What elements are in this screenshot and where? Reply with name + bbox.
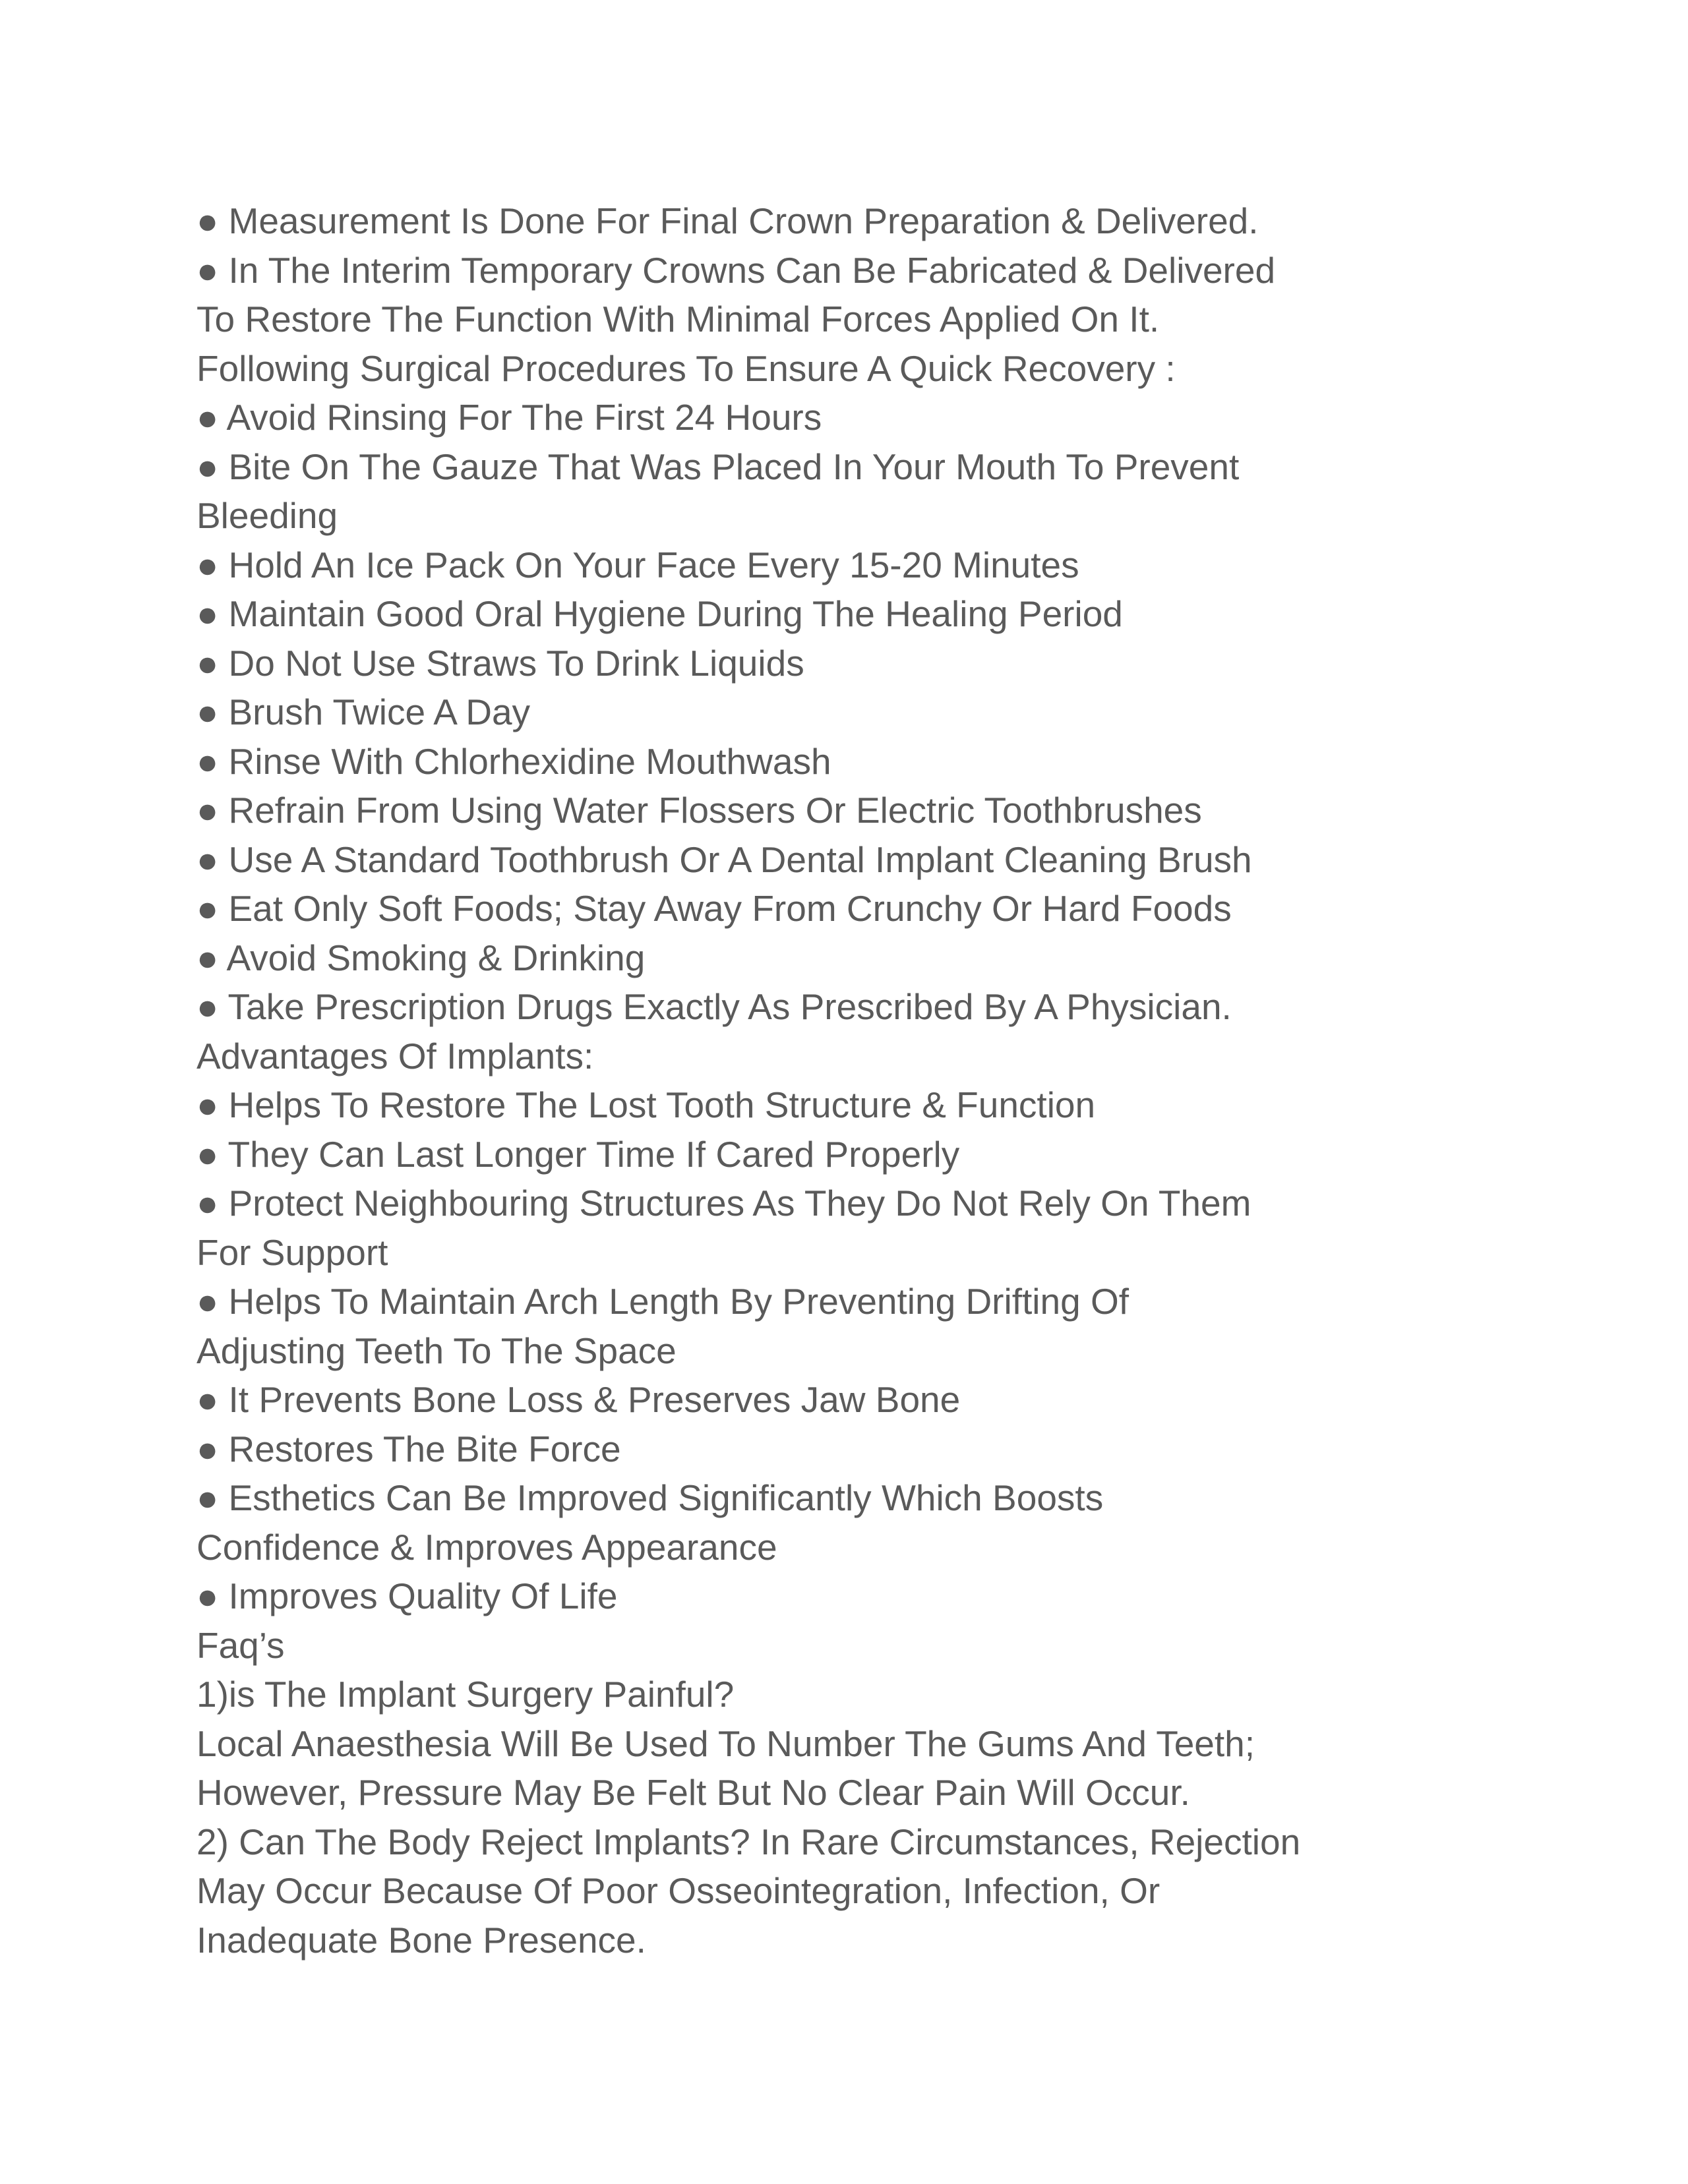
text-line: ● Restores The Bite Force [196,1428,621,1469]
faq-question-2: 2) Can The Body Reject Implants? In Rare Circumstances, Rejection [196,1821,1301,1862]
text-line: To Restore The Function With Minimal Forces Applied On It. [196,299,1160,339]
section-heading-advantages: Advantages Of Implants: [196,1035,594,1077]
section-heading-recovery: Following Surgical Procedures To Ensure A Quick Recovery : [196,347,1176,389]
faq-answer-2: Inadequate Bone Presence. [196,1919,646,1961]
text-line: Confidence & Improves Appearance [196,1526,777,1568]
faq-question-1: 1)is The Implant Surgery Painful? [196,1674,735,1715]
text-line: ● Esthetics Can Be Improved Significantly Which Boosts [196,1477,1104,1518]
text-line: Adjusting Teeth To The Space [196,1330,677,1371]
faq-answer-2: May Occur Because Of Poor Osseointegration, Infection, Or [196,1870,1160,1911]
text-line: ● Helps To Maintain Arch Length By Preventing Drifting Of [196,1281,1130,1322]
faq-answer-1: However, Pressure May Be Felt But No Clear Pain Will Occur. [196,1772,1190,1813]
text-line: ● In The Interim Temporary Crowns Can Be Fabricated & Delivered [196,249,1276,291]
faq-answer-1: Local Anaesthesia Will Be Used To Number The Gums And Teeth; [196,1723,1255,1764]
text-line: ● Improves Quality Of Life [196,1576,618,1616]
text-line: ● Hold An Ice Pack On Your Face Every 15-20 Minutes [196,544,1079,585]
text-line: Bleeding [196,495,338,536]
text-line: ● Avoid Rinsing For The First 24 Hours [196,397,822,438]
document-page [196,196,1489,1964]
text-line: ● It Prevents Bone Loss & Preserves Jaw Bone [196,1379,961,1420]
text-line: ● They Can Last Longer Time If Cared Properly [196,1133,960,1175]
text-line: ● Avoid Smoking & Drinking [196,937,646,978]
text-line: ● Do Not Use Straws To Drink Liquids [196,642,804,684]
text-line: ● Take Prescription Drugs Exactly As Prescribed By A Physician. [196,986,1232,1027]
text-line: ● Refrain From Using Water Flossers Or Electric Toothbrushes [196,790,1202,831]
text-line: ● Eat Only Soft Foods; Stay Away From Crunchy Or Hard Foods [196,888,1232,929]
text-line: ● Rinse With Chlorhexidine Mouthwash [196,740,831,782]
section-heading-faq: Faq’s [196,1624,285,1666]
text-line: For Support [196,1231,388,1273]
text-line: ● Protect Neighbouring Structures As They Do Not Rely On Them [196,1183,1251,1224]
text-line: ● Maintain Good Oral Hygiene During The Healing Period [196,593,1123,634]
text-line: ● Use A Standard Toothbrush Or A Dental Implant Cleaning Brush [196,839,1252,880]
text-line: ● Brush Twice A Day [196,692,531,732]
text-line: ● Helps To Restore The Lost Tooth Structure & Function [196,1084,1096,1125]
text-line: ● Bite On The Gauze That Was Placed In Your Mouth To Prevent [196,446,1240,487]
text-line: ● Measurement Is Done For Final Crown Preparation & Delivered. [196,200,1259,241]
